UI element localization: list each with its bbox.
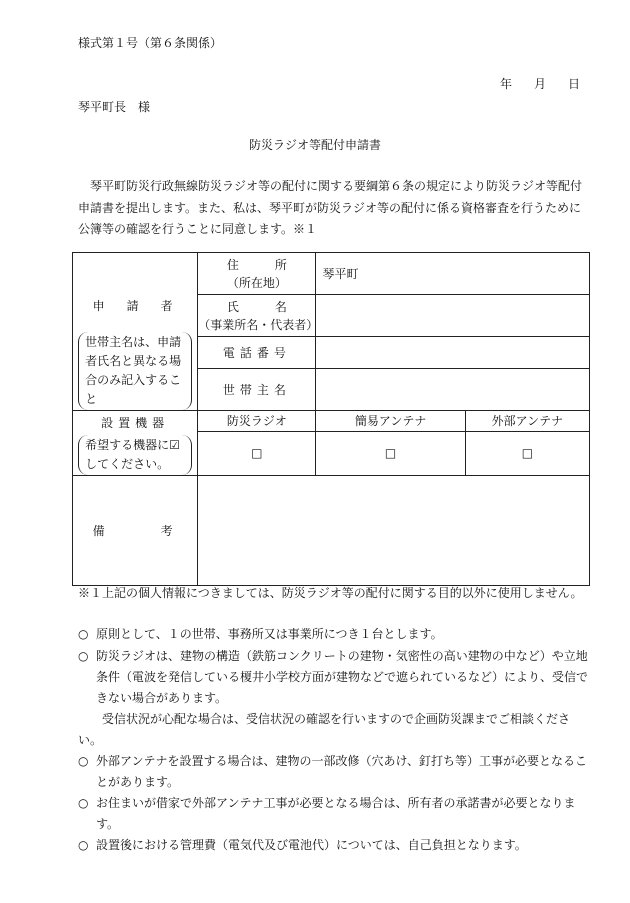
date-day-label: 日 [568,77,581,91]
note-item [78,751,588,793]
bullet-icon: ○ [78,754,89,768]
document-title: 防災ラジオ等配付申請書 [248,138,381,152]
application-form-table [72,252,590,586]
note-text: 設置後における管理費（電気代及び電池代）については、自己負担となります。 [96,838,527,852]
address-label: 住 所 [226,257,287,272]
device-label: 設置機器 [101,416,170,430]
name-field[interactable] [316,295,590,337]
bullet-icon: ○ [78,649,89,663]
phone-field[interactable] [316,337,590,369]
address-sublabel: （所在地） [226,275,287,290]
note-text: 受信状況が心配な場合は、受信状況の確認を行いますので企画防災課までご相談ください。 [78,712,571,747]
applicant-label: 申 請 者 [92,299,178,313]
remarks-label: 備 考 [73,476,198,586]
date-month-label: 月 [534,77,547,91]
privacy-footnote: ※１上記の個人情報につきましては、防災ラジオ等の配付に関する目的以外に使用しません。 [78,586,583,600]
device-option-external-antenna: 外部アンテナ [465,411,589,432]
device-option-simple-antenna: 簡易アンテナ [316,411,465,432]
name-sublabel: （事業所名・代表者） [198,317,319,332]
address-label-cell [198,253,316,295]
bullet-icon: ○ [78,796,89,810]
device-option-radio: 防災ラジオ [198,411,316,432]
date-year-label: 年 [500,77,513,91]
applicant-note: 世帯主名は、申請者氏名と異なる場合のみ記入すること [78,332,192,410]
device-cell [73,411,198,476]
notes-list [78,624,588,856]
device-note: 希望する機器に☑してください。 [78,435,192,475]
external-antenna-checkbox[interactable]: □ [521,446,534,461]
note-text: 外部アンテナを設置する場合は、建物の一部改修（穴あけ、釘打ち等）工事が必要となることがあります。 [96,754,588,789]
name-label-cell [198,295,319,337]
note-text: 原則として、１の世帯、事務所又は事業所につき１台とします。 [96,627,443,641]
remarks-field[interactable] [198,476,590,586]
bullet-icon: ○ [78,838,89,852]
intro-paragraph: 琴平町防災行政無線防災ラジオ等の配付に関する要綱第６条の規定により防災ラジオ等配付申請書を提出します。また、私は、琴平町が防災ラジオ等の配付に係る資格審査を行うために公簿等の確認を行うことに同意します。※１ [78,179,583,236]
note-subitem [78,709,588,751]
note-item [78,793,588,835]
form-number: 様式第１号（第６条関係） [78,36,223,50]
radio-checkbox[interactable]: □ [251,446,263,461]
address-field[interactable] [316,253,590,295]
bullet-icon: ○ [78,627,89,641]
householder-field[interactable] [316,369,590,411]
applicant-cell [73,253,198,411]
simple-antenna-checkbox-cell [316,431,465,475]
name-label: 氏 名 [226,299,287,314]
note-item [78,835,588,856]
external-antenna-checkbox-cell [465,431,589,475]
note-text: 防災ラジオは、建物の構造（鉄筋コンクリートの建物・気密性の高い建物の中など）や立地条件（電波を発信している榎井小学校方面が建物などで遮られているなど）により、受信できない場合があります。 [96,649,589,705]
addressee: 琴平町長 様 [78,100,151,114]
note-text: お住まいが借家で外部アンテナ工事が必要となる場合は、所有者の承諾書が必要となります。 [96,796,576,831]
note-item [78,646,588,709]
phone-label: 電話番号 [198,337,316,369]
householder-label: 世帯主名 [198,369,316,411]
address-value: 琴平町 [322,267,359,281]
radio-checkbox-cell [198,431,316,475]
simple-antenna-checkbox[interactable]: □ [384,446,397,461]
date-line [500,77,580,91]
note-item [78,624,588,645]
